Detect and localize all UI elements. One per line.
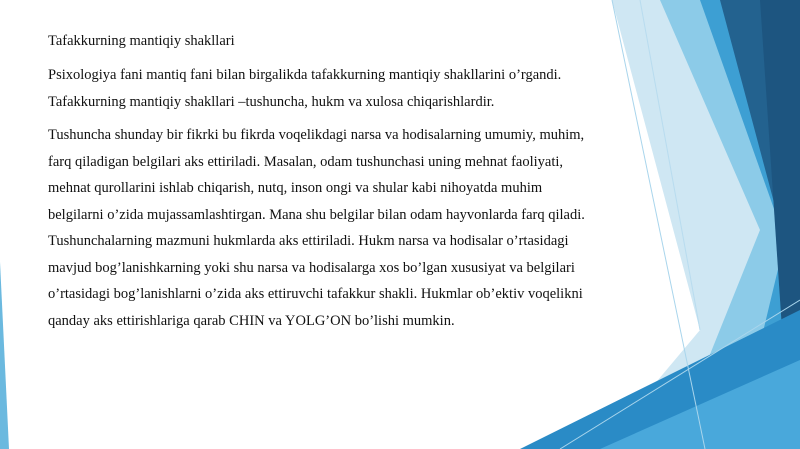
slide-content xyxy=(48,30,588,341)
slide-title: Tafakkurning mantiqiy shakllari xyxy=(48,33,235,49)
paragraph-intro: Psixologiya fani mantiq fani bilan birgalikda tafakkurning mantiqiy shakllarini o’rgandi. Tafakkurning mantiqiy shakllari –tushuncha, hukm va xulosa chiqarishlardir. xyxy=(48,67,562,110)
paragraph-body: Tushuncha shunday bir fikrki bu fikrda voqelikdagi narsa va hodisalarning umumiy, muhim, farq qiladigan belgilari aks ettiriladi. Masalan, odam tushunchasi uning mehnat faoliyati, mehnat qurollarini ishlab chiqarish, nutq, inson ongi va shular kabi nihoyatda muhim belgilarni o’zida mujassamlashtirgan. Mana shu belgilar bilan odam hayvonlarda farq qiladi. Tushunchalarning mazmuni hukmlarda aks ettiriladi. Hukm narsa va hodisalar o’rtasidagi mavjud bog’lanishkarning yoki shu narsa va hodisalarga xos bo’lgan xususiyat va belgilari o’rtasidagi bog’lanishlarni o’zida aks ettiruvchi tafakkur shakli. Hukmlar ob’ektiv voqelikni qanday aks ettirishlariga qarab CHIN va YOLG’ON bo’lishi mumkin. xyxy=(48,127,585,329)
left-edge-sliver xyxy=(0,262,9,449)
